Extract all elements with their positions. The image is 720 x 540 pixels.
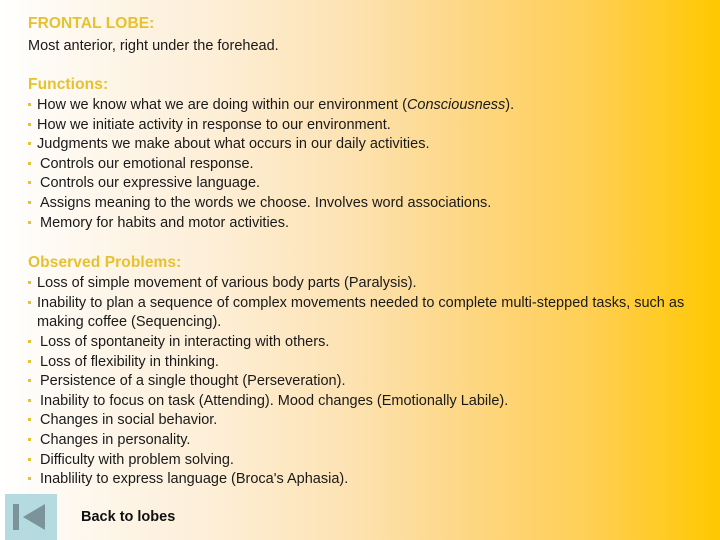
list-item-text: Inability to plan a sequence of complex movements needed to complete multi-stepped tasks, such as making coffee (Sequencing).: [37, 294, 685, 331]
list-item-text: Controls our emotional response.: [40, 155, 254, 172]
list-item: [28, 135, 700, 155]
back-to-lobes-button[interactable]: [5, 494, 175, 540]
bullet-dot-icon: [28, 123, 31, 126]
bullet-dot-icon: [28, 221, 31, 224]
list-item: [28, 174, 700, 194]
list-item: [28, 392, 700, 412]
bullet-dot-icon: [28, 103, 31, 106]
observed-problems-list: [28, 274, 700, 490]
list-item: [28, 214, 700, 234]
list-item-text: Loss of spontaneity in interacting with others.: [40, 333, 330, 350]
bullet-dot-icon: [28, 301, 31, 304]
bullet-dot-icon: [28, 418, 31, 421]
list-item-text-pre: How we know what we are doing within our environment (: [37, 97, 407, 113]
bullet-dot-icon: [28, 360, 31, 363]
slide-content: [28, 14, 700, 490]
functions-list: [28, 96, 700, 233]
bullet-dot-icon: [28, 201, 31, 204]
list-item: [28, 294, 700, 333]
bullet-dot-icon: [28, 162, 31, 165]
list-item-text-post: ).: [505, 97, 515, 113]
list-item-text: Persistence of a single thought (Perseveration).: [40, 373, 346, 390]
spacer: [28, 57, 700, 75]
bullet-dot-icon: [28, 281, 31, 284]
page-title: FRONTAL LOBE:: [28, 15, 155, 32]
skip-to-start-icon[interactable]: [5, 494, 57, 540]
bullet-dot-icon: [28, 181, 31, 184]
list-item: [28, 411, 700, 431]
section-heading-observed-problems: Observed Problems:: [28, 254, 182, 272]
list-item: [28, 431, 700, 451]
list-item-text: Judgments we make about what occurs in our daily activities.: [37, 136, 430, 153]
list-item: [28, 274, 700, 294]
spacer: [28, 233, 700, 253]
list-item: [28, 155, 700, 175]
back-to-lobes-label: Back to lobes: [81, 509, 176, 525]
list-item: [28, 333, 700, 353]
section-heading-functions: Functions:: [28, 76, 109, 93]
list-item-text: Memory for habits and motor activities.: [40, 214, 290, 231]
list-item-text: Controls our expressive language.: [40, 175, 261, 192]
list-item-text: Inablility to express language (Broca's Aphasia).: [40, 471, 349, 488]
bullet-dot-icon: [28, 477, 31, 480]
list-item-text: Changes in personality.: [40, 431, 191, 448]
bullet-dot-icon: [28, 438, 31, 441]
list-item: [28, 194, 700, 214]
list-item-text: Loss of simple movement of various body parts (Paralysis).: [37, 275, 417, 292]
page-subtitle: Most anterior, right under the forehead.: [28, 38, 279, 54]
list-item-text: Changes in social behavior.: [40, 412, 218, 429]
bullet-dot-icon: [28, 379, 31, 382]
list-item: [28, 372, 700, 392]
list-item-text-italic: Consciousness: [406, 97, 506, 113]
list-item-text: Assigns meaning to the words we choose. Involves word associations.: [40, 194, 492, 211]
list-item: [28, 116, 700, 136]
list-item-text: How we initiate activity in response to our environment.: [37, 116, 391, 133]
bullet-dot-icon: [28, 458, 31, 461]
bullet-dot-icon: [28, 340, 31, 343]
list-item-text: Loss of flexibility in thinking.: [40, 353, 219, 370]
list-item: [28, 96, 700, 116]
list-item: [28, 451, 700, 471]
list-item-text: Inability to focus on task (Attending). Mood changes (Emotionally Labile).: [40, 392, 509, 409]
list-item: [28, 353, 700, 373]
bullet-dot-icon: [28, 399, 31, 402]
bullet-dot-icon: [28, 142, 31, 145]
list-item: [28, 470, 700, 490]
list-item-text: Difficulty with problem solving.: [40, 451, 234, 468]
